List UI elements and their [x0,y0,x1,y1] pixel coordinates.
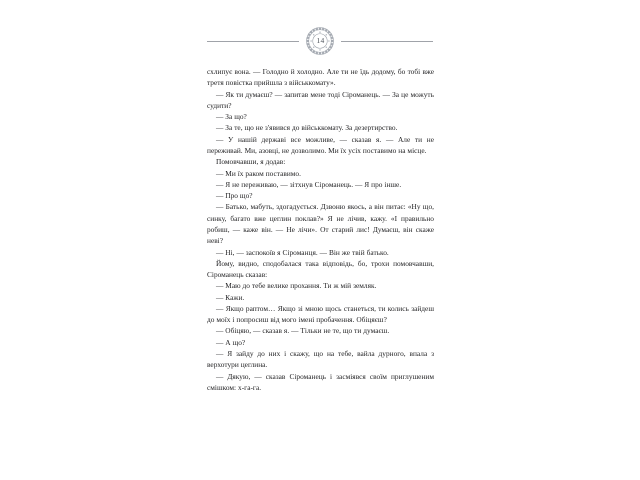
circular-medallion-ornament-icon [305,26,335,56]
page-number: 14 [316,36,325,46]
paragraph: — Кажи. [216,292,245,302]
paragraph: — Якщо раптом… Якщо зі мною щось станеться, ти колись зайдеш до моїх і попросиш від мого імені пробачення. Обіцяєш? [207,303,434,325]
paragraph: — Обіцяю, — сказав я. — Тільки не те, що ти думаєш. [216,326,390,336]
paragraph: Помовчавши, я додав: [216,157,286,167]
folio-rule-right [341,41,433,42]
paragraph: Йому, видно, сподобалася така відповідь, бо, трохи помовчавши, Сіроманець сказав: [207,258,434,280]
folio-rule-left [207,41,299,42]
paragraph: — За що? [216,112,247,122]
paragraph: — У нашій державі все можливе, — сказав я. — Але ти не переживай. Ми, азовці, не дозволимо. Ми їх усіх поставимо на місце. [207,134,434,155]
paragraph: — Про що? [216,191,253,201]
page-header-folio [207,26,433,56]
paragraph: — Маю до тебе велике прохання. Ти ж мій земляк. [216,281,377,291]
paragraph: — Ні, — заспокоїв я Сіроманця. — Він же твій батько. [216,247,389,257]
paragraph: — Ми їх раком поставимо. [216,168,301,178]
paragraph: — За те, що не з'явився до військкомату. За дезертирство. [216,123,398,133]
paragraph: — Я зайду до них і скажу, що на тебе, вайла дурного, впала з верхотури цеглина. [207,349,434,370]
paragraph: схлипує вона. — Голодно й холодно. Але ти не їдь додому, бо тобі вже третя повістка прийшла з військкомату». [207,67,434,88]
paragraph: — А що? [216,337,246,347]
body-text-block [207,66,434,393]
paragraph: — Дякую, — сказав Сіроманець і засміявся своїм приглушеним смішком: х-га-га. [207,371,434,392]
paragraph: — Як ти думаєш? — запитав мене тоді Сіроманець. — За це можуть судити? [207,89,434,110]
paragraph: — Я не переживаю, — зітхнув Сіроманець. — Я про інше. [216,179,402,189]
paragraph: — Батько, мабуть, здогадується. Дзвоню якось, а він питає: «Ну що, синку, багато вже цеглин поклав?» Я не лічив, кажу. «І правильно робиш, — каже він. — Не лічи». От старий лис! Думаєш, він скаже неві? [207,202,434,246]
